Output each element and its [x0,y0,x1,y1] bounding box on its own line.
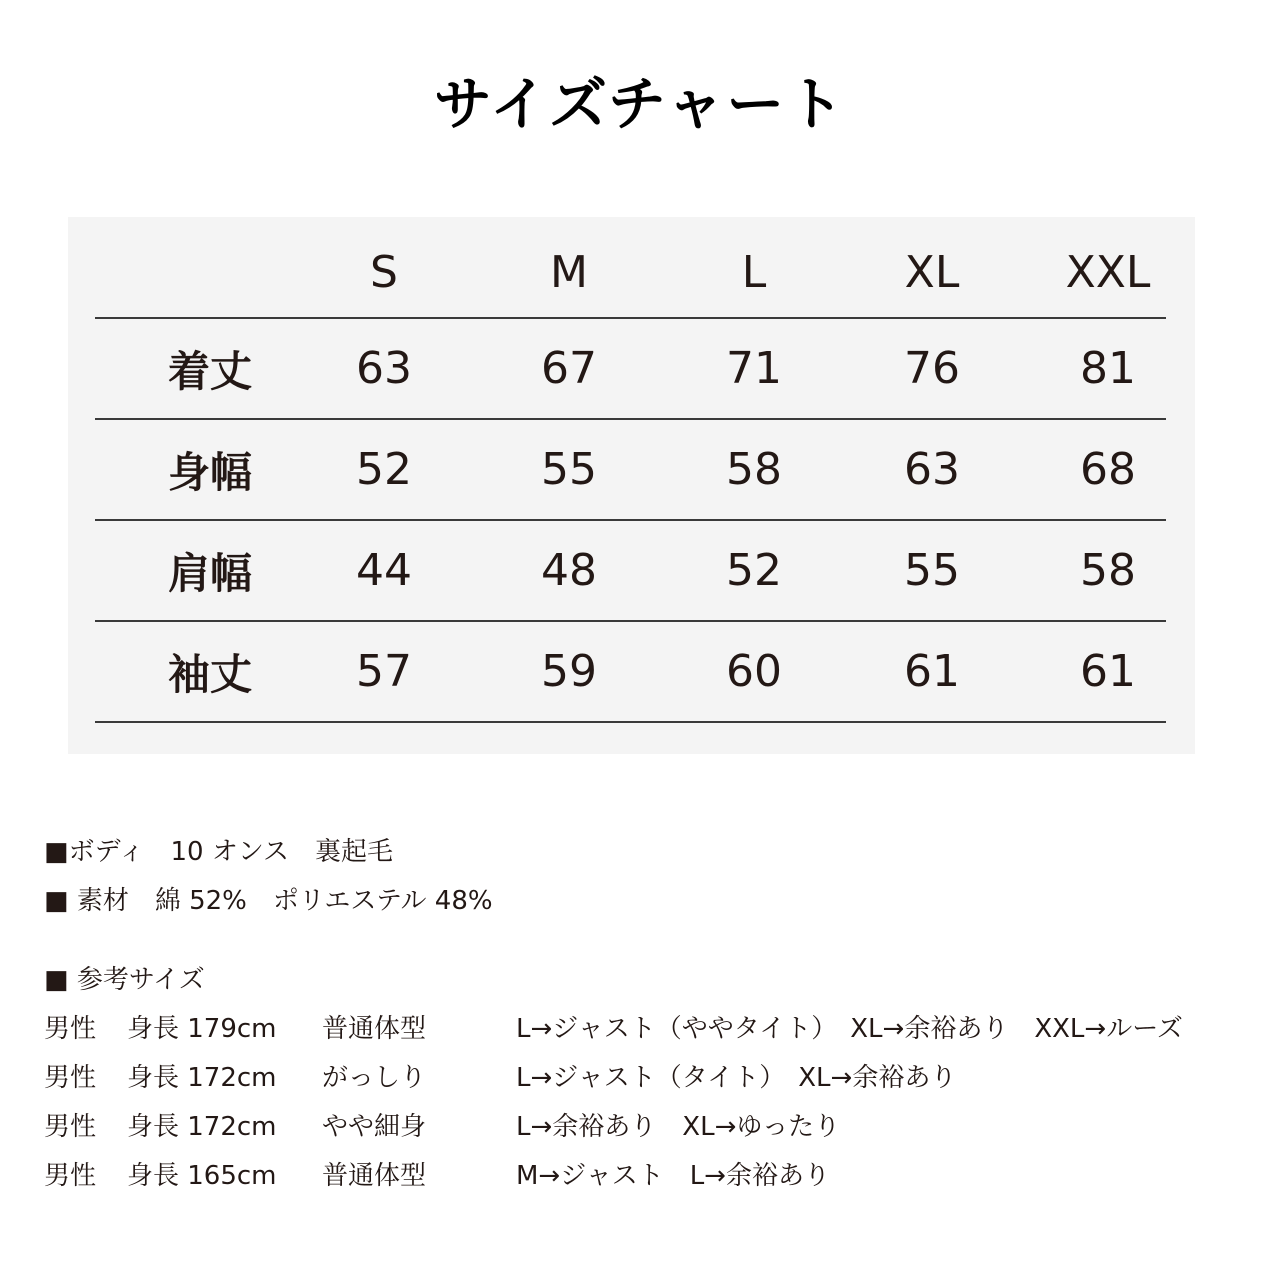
reference-body-type: 普通体型 [322,1014,427,1044]
table-cell: 52 [726,545,782,596]
table-cell: 57 [356,646,412,697]
table-row [95,622,1166,723]
reference-height: 身長 179cm [127,1014,277,1044]
table-cell: 81 [1080,343,1136,394]
reference-body-type: がっしり [322,1063,427,1093]
table-cell: 48 [541,545,597,596]
header-size-xl: XL [904,246,960,298]
table-cell: 55 [541,444,597,495]
table-row [95,319,1166,420]
table-cell: 67 [541,343,597,394]
reference-fit: L→余裕あり XL→ゆったり [516,1112,841,1142]
reference-fit: L→ジャスト（ややタイト） XL→余裕あり XXL→ルーズ [516,1014,1183,1044]
table-cell: 61 [1080,646,1136,697]
table-cell: 61 [904,646,960,697]
table-cell: 63 [904,444,960,495]
header-size-l: L [741,246,767,298]
row-label-sleeve: 袖丈 [167,649,252,699]
reference-fit: L→ジャスト（タイト） XL→余裕あり [516,1063,957,1093]
reference-row [44,1054,1264,1103]
reference-row [44,1005,1264,1054]
size-table [95,217,1166,723]
reference-row [44,1152,1264,1201]
reference-fit: M→ジャスト L→余裕あり [516,1161,830,1191]
table-cell: 58 [726,444,782,495]
reference-gender: 男性 [44,1014,97,1044]
header-size-m: M [550,246,588,298]
table-row [95,521,1166,622]
row-label-shoulder: 肩幅 [167,548,252,598]
table-cell: 71 [726,343,782,394]
table-cell: 52 [356,444,412,495]
reference-row [44,1103,1264,1152]
reference-body-type: やや細身 [322,1112,427,1142]
table-cell: 58 [1080,545,1136,596]
table-cell: 44 [356,545,412,596]
table-cell: 59 [541,646,597,697]
row-label-length: 着丈 [167,346,252,396]
product-notes [44,828,1264,1201]
table-cell: 55 [904,545,960,596]
reference-height: 身長 172cm [127,1112,277,1142]
table-header-row [95,217,1166,319]
notes-spacer [44,926,1264,956]
table-cell: 68 [1080,444,1136,495]
reference-gender: 男性 [44,1161,97,1191]
reference-gender: 男性 [44,1112,97,1142]
reference-gender: 男性 [44,1063,97,1093]
table-row [95,420,1166,521]
body-weight-note: ■ボディ 10 オンス 裏起毛 [44,837,394,867]
reference-height: 身長 165cm [127,1161,277,1191]
table-cell: 76 [904,343,960,394]
reference-body-type: 普通体型 [322,1161,427,1191]
material-note: ■ 素材 綿 52% ポリエステル 48% [44,886,493,916]
page-title: サイズチャート [433,70,847,138]
reference-height: 身長 172cm [127,1063,277,1093]
reference-size-heading: ■ 参考サイズ [44,965,205,995]
table-cell: 63 [356,343,412,394]
header-size-xxl: XXL [1065,246,1151,298]
size-table-panel [68,217,1195,754]
row-label-width: 身幅 [167,447,252,497]
table-cell: 60 [726,646,782,697]
header-corner-cell [135,217,285,317]
header-size-s: S [370,246,398,298]
